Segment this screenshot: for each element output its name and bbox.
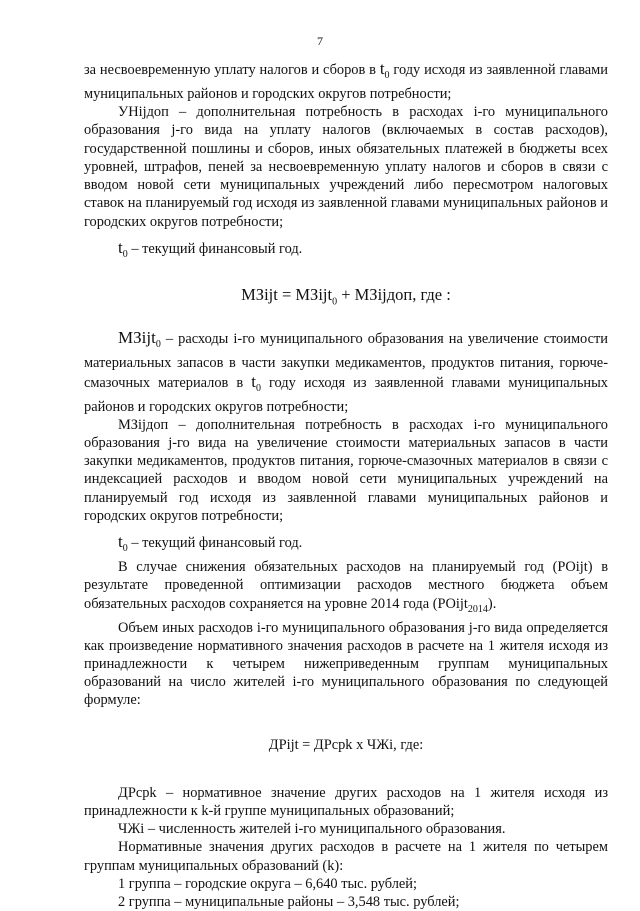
paragraph-penalties-continued: за несвоевременную уплату налогов и сборов в $t_0$ году исходя из заявленной главами муниципальных районов и городских округов потребности; [84, 59, 608, 103]
page-number: 7 [317, 34, 323, 48]
paragraph-mzijdop: МЗijдоп – дополнительная потребность в расходах i-го муниципального образования j-го вида на увеличение стоимости материальных запасов в части закупки медикаментов, продуктов питания, горюче-смазочных материалов в связи с индексацией расходов и вводом новой сети муниципальных учреждений на планируемый год исходя из заявленной главами муниципальных районов и городских округов потребности; [84, 416, 608, 524]
document-body [84, 60, 608, 911]
paragraph-normative-values: Нормативные значения других расходов в расчете на 1 жителя по четырем группам муниципальных образований (k): [84, 839, 608, 874]
paragraph-t0-definition-2: $t_0$ – текущий финансовый год. [118, 532, 303, 554]
formula-mzijt: МЗijt = МЗijt$_0$ + МЗijдоп, где : [241, 284, 451, 308]
paragraph-other-expenses: Объем иных расходов i-го муниципального образования j-го вида определяется как произведение нормативного значения расходов в расчете на 1 жителя исходя из принадлежности к четырем нижеприведенным группам муниципальных образований на число жителей i-го муниципального образования по следующей формуле: [84, 619, 608, 709]
paragraph-t0-definition: $t_0$ – текущий финансовый год. [118, 237, 303, 260]
paragraph-drcpk-definition: ДРcpk – нормативное значение других расходов на 1 жителя исходя из принадлежности к k-й группе муниципальных образований; [84, 784, 608, 820]
list-item-group-2: 2 группа – муниципальные районы – 3,548 тыс. рублей; [118, 894, 460, 911]
paragraph-chzhi-definition: ЧЖi – численность жителей i-го муниципального образования. [118, 821, 506, 838]
list-item-group-1: 1 группа – городские округа – 6,640 тыс. рублей; [118, 875, 418, 892]
paragraph-unijdop: УНijдоп – дополнительная потребность в расходах i-го муниципального образования j-го вида на уплату налогов (включаемых в состав расходов), государственной пошлины и сборов, иных обязательных платежей в бюджеты всех уровней, штрафов, пеней за несвоевременную уплату налогов и сборов в связи с вводом новой сети муниципальных учреждений либо пересмотром налоговых ставок на планируемый год исходя из заявленной главами муниципальных районов и городских округов потребности; [84, 104, 608, 230]
formula-drijt: ДРijt = ДРcpk x ЧЖi, где: [268, 736, 424, 753]
paragraph-reduction-case: В случае снижения обязательных расходов на планируемый год (POijt) в результате проведенной оптимизации расходов местного бюджета объем обязательных расходов сохраняется на уровне 2014 года (POijt$_{2014}$). [84, 559, 608, 615]
paragraph-mzijt-definition: МЗijt$_0$ – расходы i-го муниципального образования на увеличение стоимости материальных запасов в части закупки медикаментов, продуктов питания, горюче-смазочных материалов в $t_0$ году исходя из заявленной главами муниципальных районов и городских округов потребности; [84, 328, 608, 415]
